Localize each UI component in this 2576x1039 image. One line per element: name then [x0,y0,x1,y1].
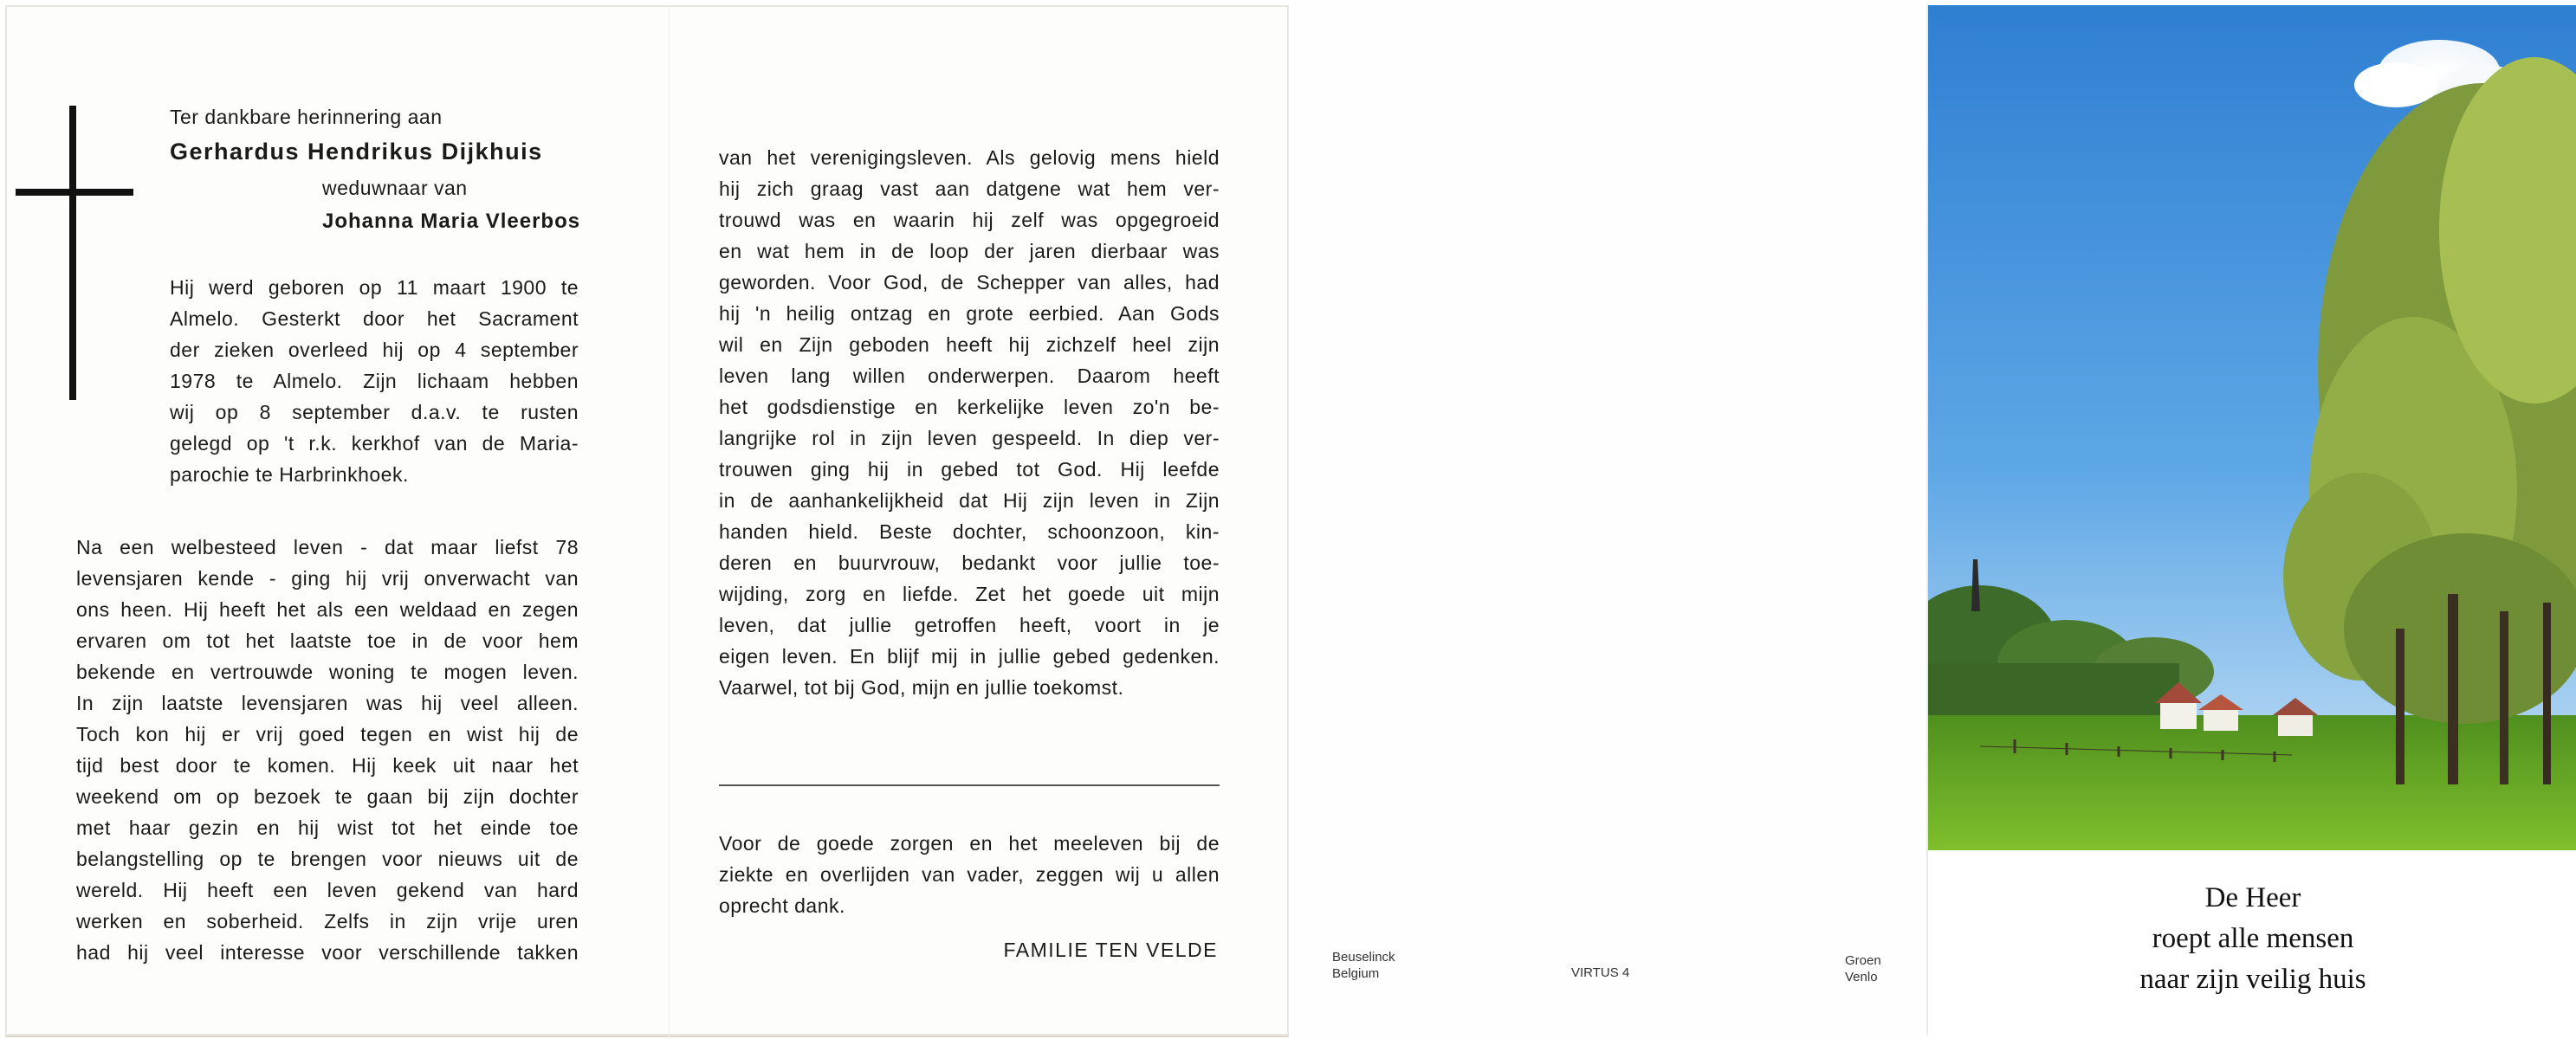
text-line: deren en buurvrouw, bedankt voor jullie toe- [719,552,1220,574]
life-paragraph-left [76,532,579,968]
publisher-city: Venlo [1845,970,1878,984]
bio-line: wij op 8 september d.a.v. te rusten [170,401,579,423]
printer-credit-right [1845,952,1881,985]
text-line: geworden. Voor God, de Schepper van alles, had [719,271,1220,294]
bio-paragraph [170,272,579,490]
center-fold [669,7,670,1037]
spouse-name: Johanna Maria Vleerbos [322,210,581,233]
thanks-paragraph [719,828,1220,921]
text-line: leven lang willen onderwerpen. Daarom heeft [719,365,1220,387]
text-line: wereld. Hij heeft een leven gekend van hard [76,879,579,901]
back-panel [1291,0,1926,1039]
text-line: Voor de goede zorgen en het meeleven bij de [719,832,1220,855]
text-line: en wat hem in de loop der jaren dierbaar was [719,240,1220,262]
text-line: ervaren om tot het laatste toe in de voor hem [76,629,579,652]
text-line: wijding, zorg en liefde. Zet het goede uit mijn [719,583,1220,605]
text-line: bekende en vertrouwde woning te mogen leven. [76,661,579,683]
text-line: Toch kon hij er vrij goed tegen en wist hij de [76,723,579,745]
text-line: met haar gezin en hij wist tot het einde toe [76,816,579,839]
publisher-name: Groen [1845,953,1881,968]
text-line: hij 'n heilig ontzag en grote eerbied. Aan Gods [719,302,1220,325]
text-line: weekend om op bezoek te gaan bij zijn dochter [76,785,579,808]
text-line: Vaarwel, tot bij God, mijn en jullie toekomst. [719,676,1124,699]
text-line: levensjaren kende - ging hij vrij onverwacht van [76,567,579,590]
bio-line: Almelo. Gesterkt door het Sacrament [170,307,579,330]
caption-line: roept alle mensen [2152,923,2354,954]
text-line: tijd best door te komen. Hij keek uit naar het [76,754,579,777]
bio-line: Hij werd geboren op 11 maart 1900 te [170,276,579,299]
printer-country: Belgium [1332,966,1380,981]
caption-line: naar zijn veilig huis [2139,964,2366,995]
inner-spread [5,5,1289,1036]
text-line: hij zich graag vast aan datgene wat hem ver- [719,177,1220,200]
series-label: VIRTUS 4 [1571,965,1630,980]
text-line: langrijke rol in zijn leven gespeeld. In diep ver- [719,427,1220,449]
text-line: Na een welbesteed leven - dat maar liefst 78 [76,536,579,558]
text-line: leven, dat jullie getroffen heeft, voort in je [719,614,1220,636]
cross-icon-bar [16,189,133,196]
text-line: ons heen. Hij heeft het als een weldaad en zegen [76,598,579,621]
card-caption [1928,878,2576,1000]
printer-credit-left [1332,949,1395,982]
text-line: belangstelling op te brengen voor nieuws uit de [76,848,579,870]
bio-line: 1978 te Almelo. Zijn lichaam hebben [170,370,579,392]
text-line: wil en Zijn geboden heeft hij zichzelf heel zijn [719,333,1220,356]
cross-icon [69,106,76,400]
landscape-photo [1928,5,2576,850]
bio-line: gelegd op 't r.k. kerkhof van de Maria- [170,432,579,455]
text-line: trouwd was en waarin hij zelf was opgegroeid [719,209,1220,231]
text-line: In zijn laatste levensjaren was hij veel alleen. [76,692,579,714]
text-line: had hij veel interesse voor verschillende takken [76,941,579,964]
meadow [1928,715,2576,850]
text-line: het godsdienstige en kerkelijke leven zo'n be- [719,396,1220,418]
text-line: van het verenigingsleven. Als gelovig mens hield [719,146,1220,169]
text-line: ziekte en overlijden van vader, zeggen wij u allen [719,863,1220,886]
deceased-name: Gerhardus Hendrikus Dijkhuis [170,139,543,165]
intro-line: Ter dankbare herinnering aan [170,106,443,128]
text-line: oprecht dank. [719,894,845,917]
caption-line: De Heer [2204,882,2301,913]
family-signature: FAMILIE TEN VELDE [1003,939,1218,961]
bio-line: parochie te Harbrinkhoek. [170,463,409,486]
text-line: eigen leven. En blijf mij in jullie gebed gedenken. [719,645,1220,668]
text-line: handen hield. Beste dochter, schoonzoon, kin- [719,520,1220,543]
divider-rule [719,784,1220,786]
printer-name: Beuselinck [1332,950,1395,965]
landscape-illustration [1928,5,2576,850]
bio-line: der zieken overleed hij op 4 september [170,339,579,361]
front-panel [1926,5,2576,1036]
text-line: werken en soberheid. Zelfs in zijn vrije uren [76,910,579,933]
life-paragraph-right [719,142,1220,703]
relation-line: weduwnaar van [322,177,468,199]
text-line: in de aanhankelijkheid dat Hij zijn leven in Zijn [719,489,1220,512]
text-line: trouwen ging hij in gebed tot God. Hij leefde [719,458,1220,481]
